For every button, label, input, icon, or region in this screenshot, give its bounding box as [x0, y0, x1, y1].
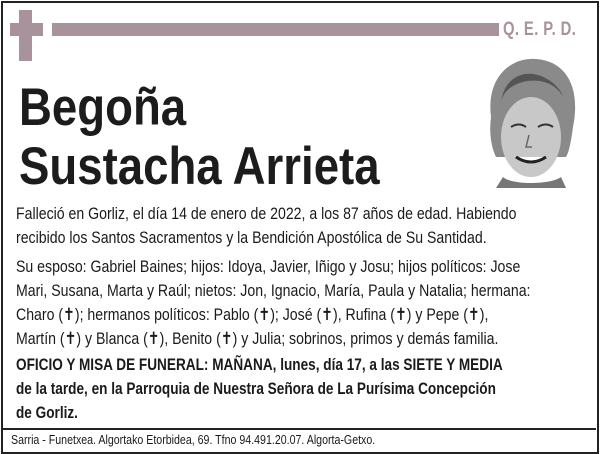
- footer-divider: [2, 428, 596, 430]
- death-notice-paragraph: [16, 202, 600, 250]
- header-rule: [52, 23, 499, 36]
- portrait-photo: [481, 57, 579, 188]
- text-line: Martín (✝) y Blanca (✝), Benito (✝) y Julia; sobrinos, primos y demás familia.: [16, 329, 499, 348]
- qepd-label: Q. E. P. D.: [503, 19, 577, 40]
- funeral-paragraph: [16, 353, 600, 425]
- text-line: de Gorliz.: [16, 403, 78, 422]
- text-line: Falleció en Gorliz, el día 14 de enero de 2022, a los 87 años de edad. Habiendo: [16, 204, 517, 223]
- surnames: Sustacha Arrieta: [19, 137, 380, 196]
- text-line: recibido los Santos Sacramentos y la Bendición Apostólica de Su Santidad.: [16, 228, 487, 247]
- first-name: Begoña: [19, 78, 187, 137]
- funeral-home-footer: Sarria - Funetxea. Algortako Etorbidea, 69. Tfno 94.491.20.07. Algorta-Getxo.: [11, 433, 376, 447]
- text-line: Su esposo: Gabriel Baines; hijos: Idoya, Javier, Iñigo y Josu; hijos políticos: Jose: [16, 257, 521, 276]
- text-line: OFICIO Y MISA DE FUNERAL: MAÑANA, lunes, día 17, a las SIETE Y MEDIA: [16, 355, 503, 374]
- cross-icon-arm: [10, 23, 43, 36]
- text-line: de la tarde, en la Parroquia de Nuestra Señora de La Purísima Concepción: [16, 379, 496, 398]
- family-paragraph: [16, 255, 600, 351]
- text-line: Charo (✝); hermanos políticos: Pablo (✝); José (✝), Rufina (✝) y Pepe (✝),: [16, 305, 489, 324]
- text-line: Mari, Susana, Marta y Raúl; nietos: Jon, Ignacio, María, Paula y Natalia; hermana:: [16, 281, 531, 300]
